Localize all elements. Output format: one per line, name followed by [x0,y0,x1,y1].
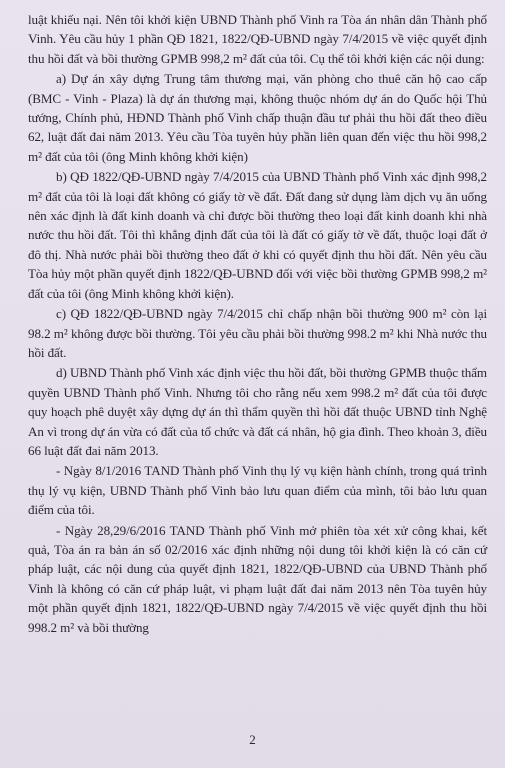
page-number: 2 [249,732,256,747]
paragraph-item-d: d) UBND Thành phố Vinh xác định việc thu hồi đất, bồi thường GPMB thuộc thẩm quyền UBND Thành phố Vinh. Nhưng tôi cho rằng nếu xem 998.2 m² đất của tôi được quy hoạch phê duyệt xây dựng dự án thì thẩm quyền thì hồi đất thuộc UBND tỉnh Nghệ An vì trong dự án vừa có đất của tổ chức và đất cá nhân, hộ gia đình. Theo khoản 3, điều 66 luật đất đai năm 2013. [28,365,487,458]
paragraph-court-acceptance: - Ngày 8/1/2016 TAND Thành phố Vinh thụ lý vụ kiện hành chính, trong quá trình thụ lý vụ kiện, UBND Thành phố Vinh bảo lưu quan điểm của mình, tôi bảo lưu quan điểm của tôi. [28,463,487,518]
paragraph-court-hearing: - Ngày 28,29/6/2016 TAND Thành phố Vinh mở phiên tòa xét xử công khai, kết quả, Tòa án ra bản án số 02/2016 xác định những nội dung tôi khởi kiện là có căn cứ pháp luật, các nội dung của quyết định 1821, 1822/QĐ-UBND của UBND Thành phố Vinh là không có căn cứ pháp luật, vi phạm luật đất đai năm 2013 nên Tòa tuyên hủy một phần quyết định 1821, 1822/QĐ-UBND ngày 7/4/2015 về việc quyết định thu hồi 998.2 m² và bồi thường [28,522,487,635]
paragraph-item-b: b) QĐ 1822/QĐ-UBND ngày 7/4/2015 của UBND Thành phố Vinh xác định 998,2 m² đất của tôi là loại đất không có giấy tờ về đất. Đất đang sử dụng làm dịch vụ ăn uống nên xác định là đất kinh doanh và chỉ được bồi thường theo loại đất kinh doanh khi nhà nước thu hồi đất. Tôi thì khẳng định đất của tôi là đất có giấy tờ về đất, thuộc loại đất ở đô thị. Nhà nước phải bồi thường theo đất ở khi có quyết định thu hồi đất. Nên yêu cầu Tòa hủy một phần quyết định 1822/QĐ-UBND đối với việc bồi thường GPMB 998,2 m² đất của tôi (ông Minh không khởi kiện). [28,169,487,301]
paragraph-item-a: a) Dự án xây dựng Trung tâm thương mại, văn phòng cho thuê căn hộ cao cấp (BMC - Vinh - Plaza) là dự án thương mại, không thuộc nhóm dự án do Quốc hội Thủ tướng, Chính phủ, HĐND Thành phố Vinh chấp thuận đầu tư phải thu hồi đất theo điều 62, luật đất đai năm 2013. Yêu cầu Tòa tuyên hủy phần liên quan đến việc thu hồi 998,2 m² đất của tôi (ông Minh không khởi kiện) [28,71,487,164]
paragraph-item-c: c) QĐ 1822/QĐ-UBND ngày 7/4/2015 chỉ chấp nhận bồi thường 900 m² còn lại 98.2 m² không được bồi thường. Tôi yêu cầu phải bồi thường 998.2 m² khi Nhà nước thu hồi đất. [28,306,487,360]
paragraph-intro: luật khiếu nại. Nên tôi khởi kiện UBND Thành phố Vinh ra Tòa án nhân dân Thành phố Vinh. Yêu cầu hủy 1 phần QĐ 1821, 1822/QĐ-UBND ngày 7/4/2015 về việc quyết định thu hồi đất và bồi thường GPMB 998,2 m² đất của tôi. Cụ thể tôi khởi kiện các nội dung: [28,12,487,66]
